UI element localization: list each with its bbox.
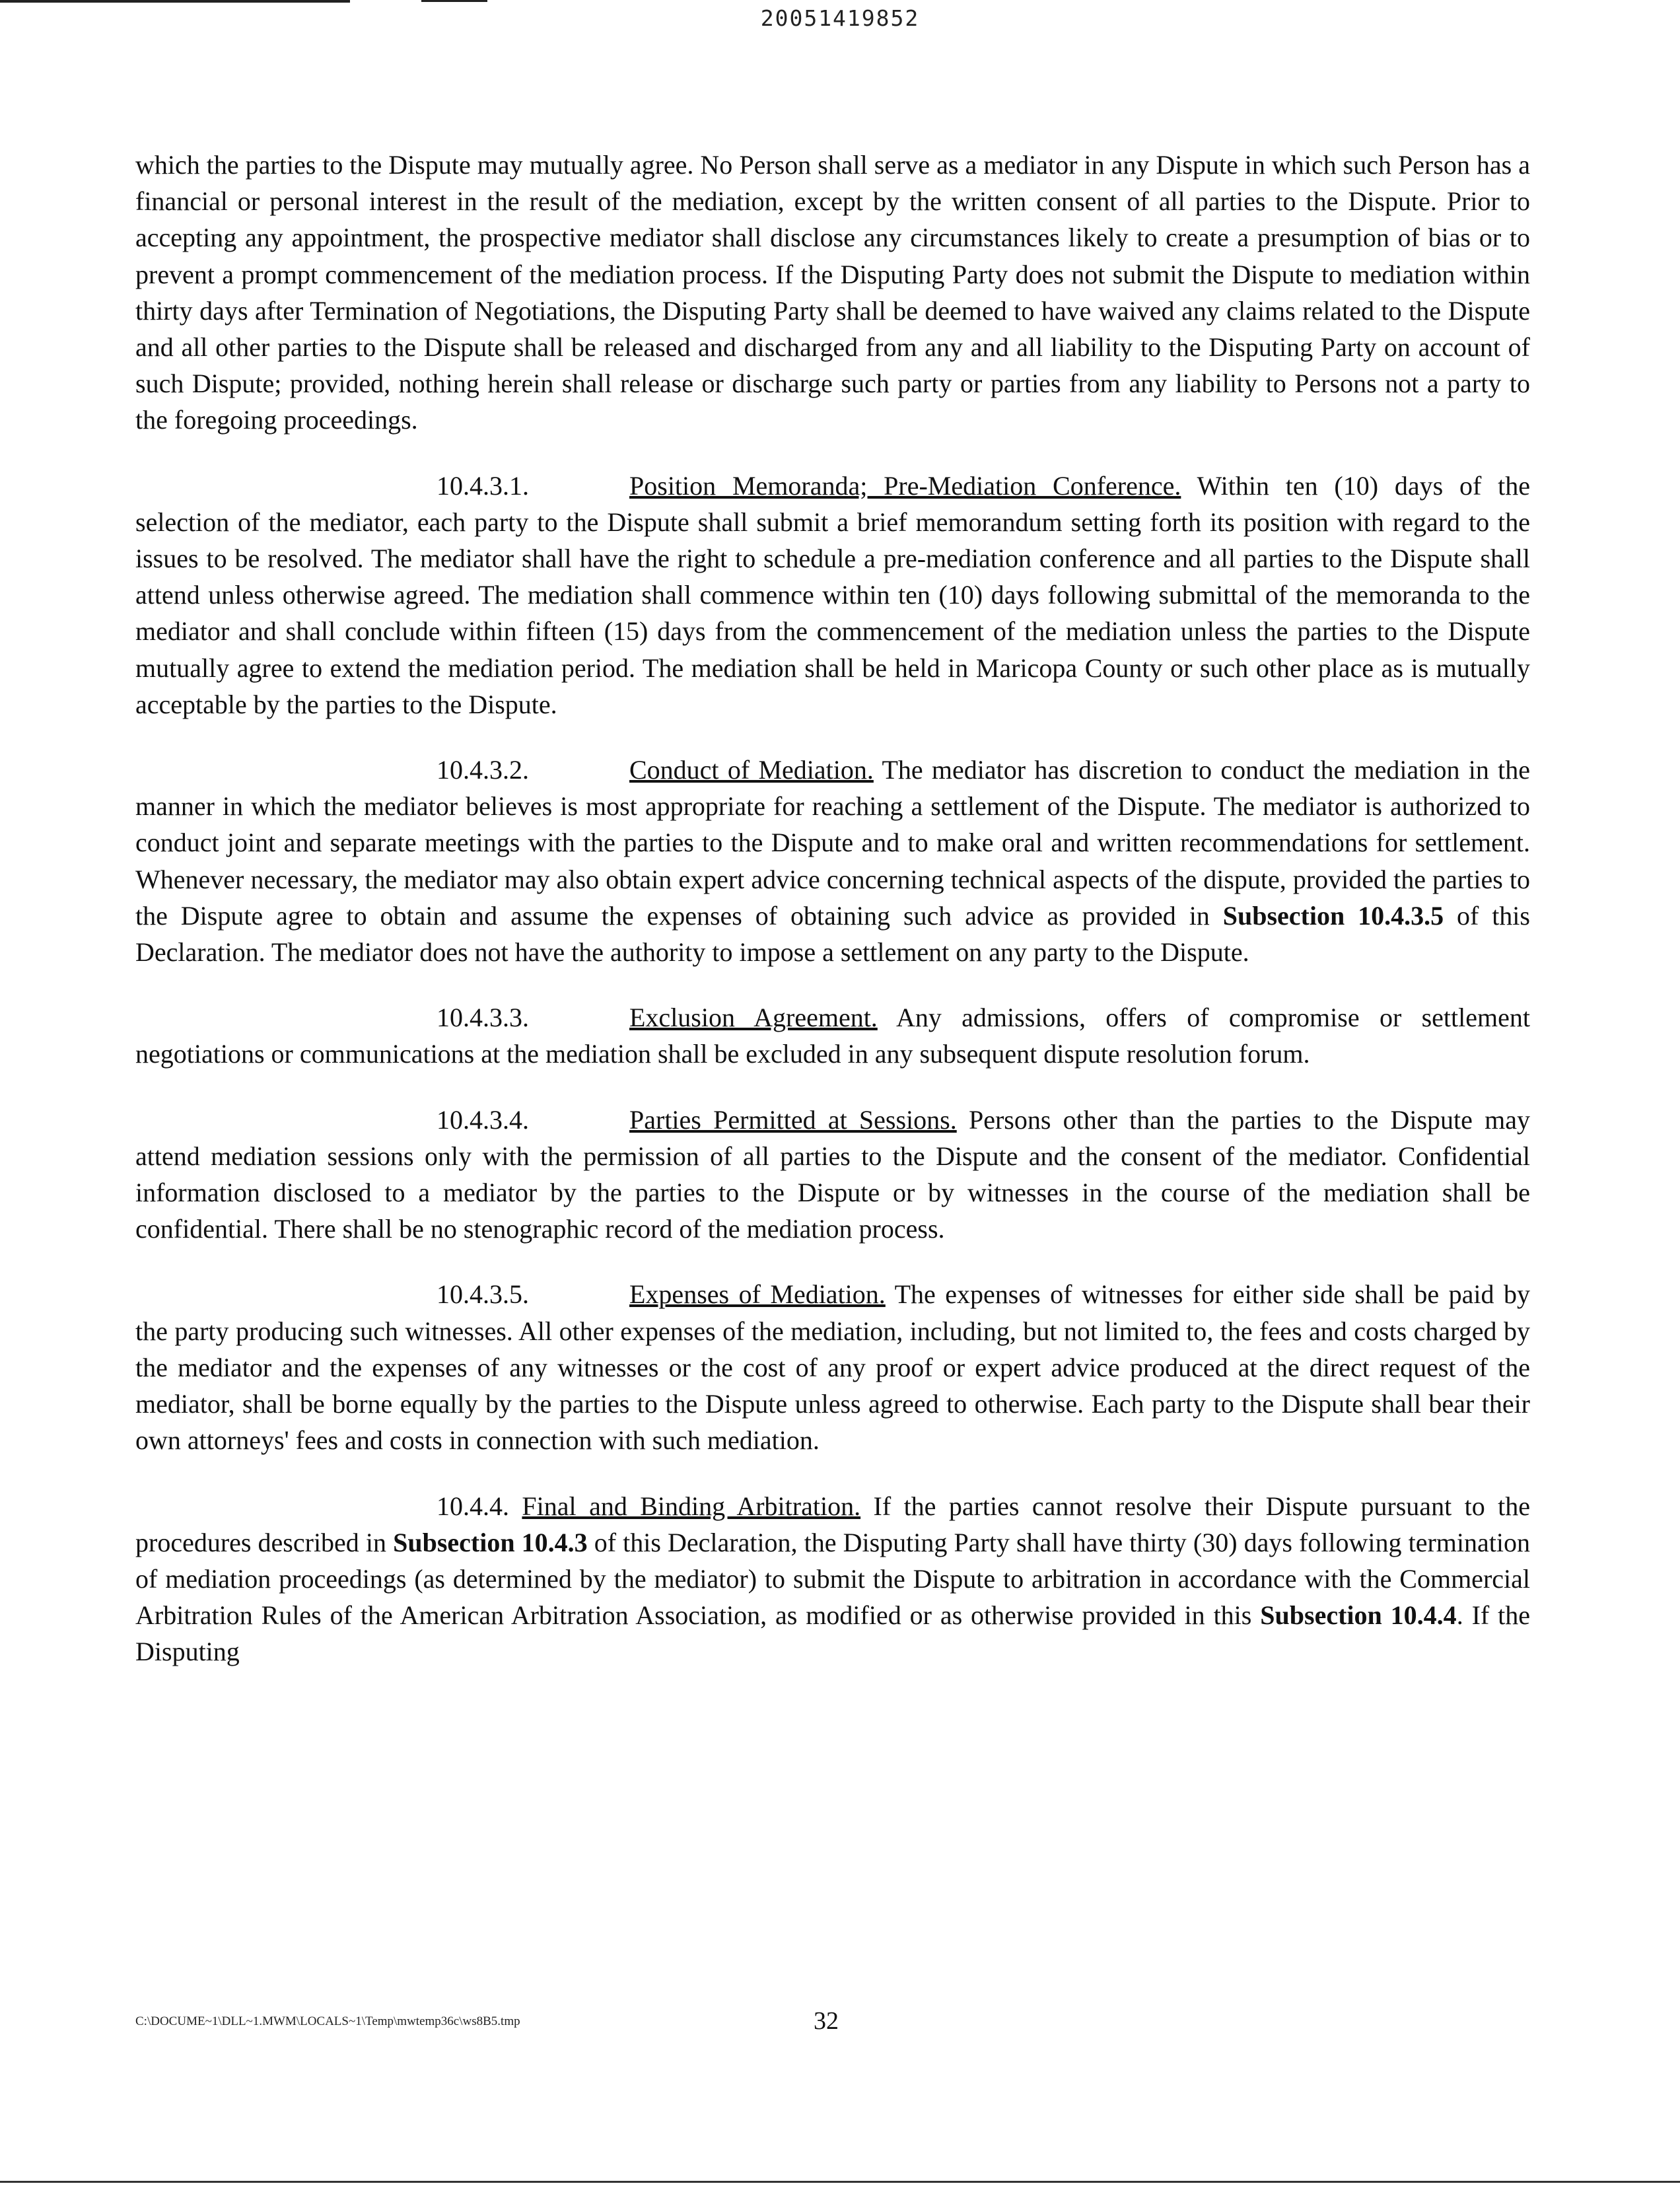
section-10-4-3-1 — [135, 468, 1530, 723]
section-number: 10.4.3.1. — [437, 470, 529, 501]
document-body — [135, 147, 1530, 1670]
section-title: Parties Permitted at Sessions. — [629, 1104, 957, 1135]
section-number: 10.4.3.3. — [437, 1003, 529, 1033]
page-number: 32 — [814, 2007, 839, 2035]
top-border-rule — [0, 0, 350, 3]
section-text: Within ten (10) days of the selection of the mediator, each party to the Dispute shall submit a brief memorandum setting forth its position with regard to the issues to be resolved. The mediator shall have the right to schedule a pre-mediation conference and all parties to the Dispute shall attend unless otherwise agreed. The mediation shall commence within ten (10) days following submittal of the memoranda to the mediator and shall conclude within fifteen (15) days from the commencement of the mediation unless the parties to the Dispute mutually agree to extend the mediation period. The mediation shall be held in Maricopa County or such other place as is mutually acceptable by the parties to the Dispute. — [135, 470, 1530, 719]
top-border-rule-short — [421, 0, 487, 2]
subsection-reference: Subsection 10.4.4 — [1260, 1600, 1457, 1631]
subsection-reference: Subsection 10.4.3 — [393, 1527, 588, 1557]
section-10-4-3-2 — [135, 752, 1530, 970]
section-title: Exclusion Agreement. — [629, 1003, 878, 1033]
section-text: The expenses of witnesses for either side shall be paid by the party producing such witnesses. All other expenses of the mediation, including, but not limited to, the fees and costs charged by the mediator and the expenses of any witnesses or the cost of any proof or expert advice produced at the direct request of the mediator, shall be borne equally by the parties to the Dispute unless agreed to otherwise. Each party to the Dispute shall bear their own attorneys' fees and costs in connection with such mediation. — [135, 1279, 1531, 1456]
section-number: 10.4.3.5. — [437, 1279, 529, 1310]
section-text-end: . If the Disputing — [135, 1600, 1531, 1667]
section-10-4-3-4 — [135, 1102, 1530, 1248]
section-title: Conduct of Mediation. — [629, 755, 874, 785]
section-title: Final and Binding Arbitration. — [522, 1491, 861, 1521]
section-number: 10.4.3.2. — [437, 755, 529, 785]
footer-file-path: C:\DOCUME~1\DLL~1.MWM\LOCALS~1\Temp\mwtemp36c\ws8B5.tmp — [135, 2014, 520, 2028]
section-text-continued: of this Declaration. The mediator does not have the authority to impose a settlement on any party to the Dispute. — [135, 900, 1530, 968]
section-number: 10.4.3.4. — [437, 1104, 529, 1135]
section-text: If the parties cannot resolve their Dispute pursuant to the procedures described in — [135, 1491, 1530, 1557]
section-10-4-3-5 — [135, 1276, 1530, 1458]
subsection-reference: Subsection 10.4.3.5 — [1222, 900, 1444, 931]
section-title: Position Memoranda; Pre-Mediation Conference. — [629, 470, 1181, 501]
section-text: Persons other than the parties to the Dispute may attend mediation sessions only with the permission of all parties to the Dispute and the consent of the mediator. Confidential information disclosed to a mediator by the parties to the Dispute or by witnesses in the course of the mediation shall be confidential. There shall be no stenographic record of the mediation process. — [135, 1104, 1530, 1244]
section-text: The mediator has discretion to conduct the mediation in the manner in which the mediator believes is most appropriate for reaching a settlement of the Dispute. The mediator is authorized to conduct joint and separate meetings with the parties to the Dispute and to make oral and written recommendations for settlement. Whenever necessary, the mediator may also obtain expert advice concerning technical aspects of the dispute, provided the parties to the Dispute agree to obtain and assume the expenses of obtaining such advice as provided in — [135, 755, 1531, 931]
intro-paragraph: which the parties to the Dispute may mutually agree. No Person shall serve as a mediator in any Dispute in which such Person has a financial or personal interest in the result of the mediation, except by the written consent of all parties to the Dispute. Prior to accepting any appointment, the prospective mediator shall disclose any circumstances likely to create a presumption of bias or to prevent a prompt commencement of the mediation process. If the Disputing Party does not submit the Dispute to mediation within thirty days after Termination of Negotiations, the Disputing Party shall be deemed to have waived any claims related to the Dispute and all other parties to the Dispute shall be released and discharged from any and all liability to the Disputing Party on account of such Dispute; provided, nothing herein shall release or discharge such party or parties from any liability to Persons not a party to the foregoing proceedings. — [135, 150, 1530, 435]
section-number: 10.4.4. — [437, 1491, 509, 1521]
section-text-continued: of this Declaration, the Disputing Party shall have thirty (30) days following termination of mediation proceedings (as determined by the mediator) to submit the Dispute to arbitration in accordance with the Commercial Arbitration Rules of the American Arbitration Association, as modified or as otherwise provided in this — [135, 1527, 1531, 1631]
section-title: Expenses of Mediation. — [629, 1279, 886, 1310]
section-10-4-3-3 — [135, 999, 1530, 1072]
section-text: Any admissions, offers of compromise or settlement negotiations or communications at the mediation shall be excluded in any subsequent dispute resolution forum. — [135, 1003, 1530, 1069]
bottom-border-rule — [0, 2181, 1680, 2183]
recording-number: 20051419852 — [760, 5, 920, 31]
section-10-4-4 — [135, 1488, 1530, 1670]
